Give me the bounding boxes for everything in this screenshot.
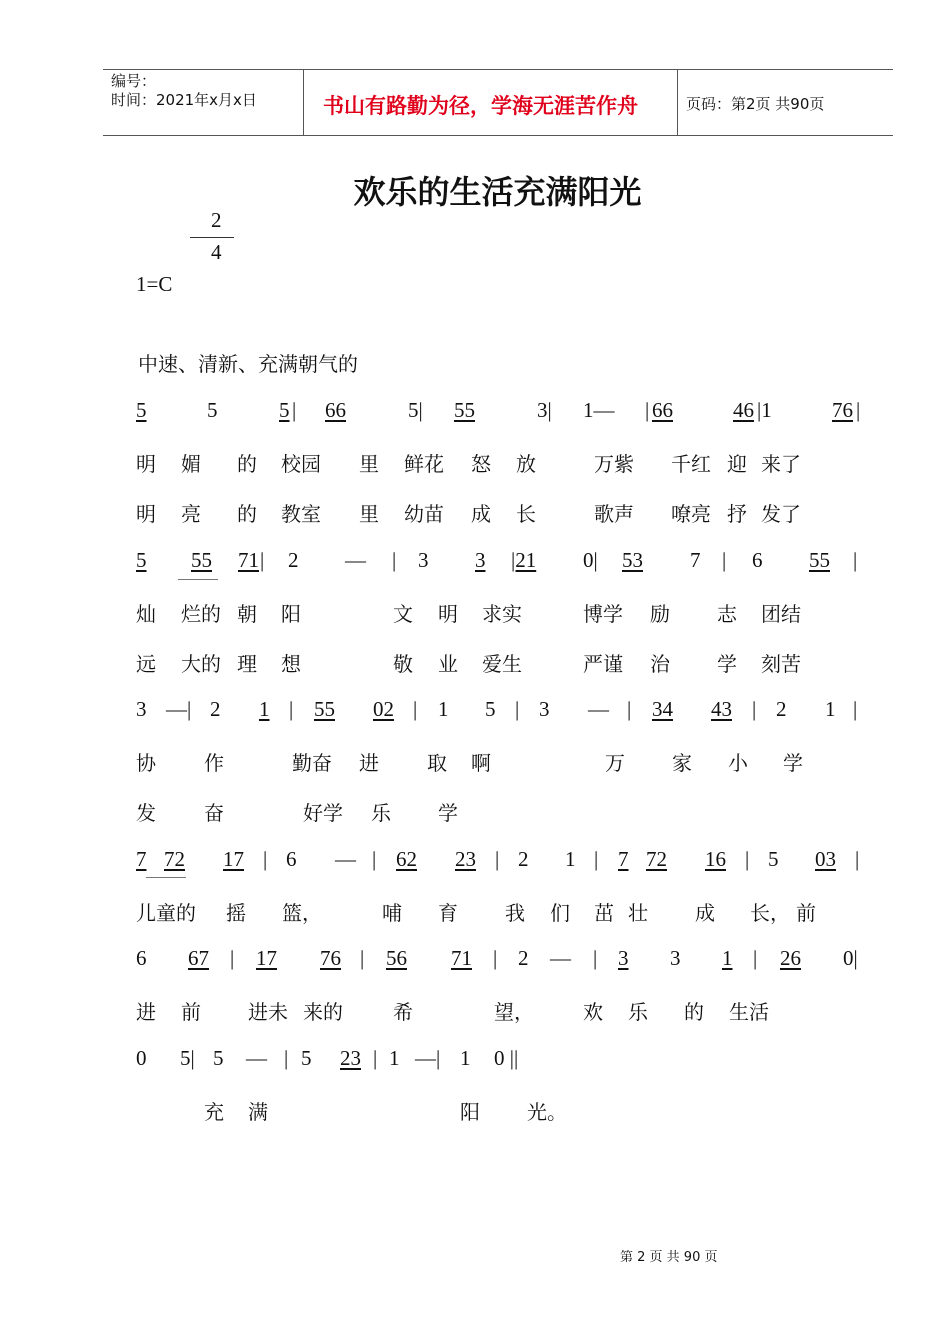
- lyric-token: 阳: [281, 602, 301, 626]
- note-token: 7: [690, 548, 701, 572]
- note-token: 66: [325, 398, 346, 422]
- note-token: 71: [238, 548, 259, 572]
- lyric-token: 烂的: [181, 602, 221, 626]
- note-token: 5: [207, 398, 218, 422]
- note-token: 1: [389, 1046, 400, 1070]
- note-token: 5: [136, 548, 147, 572]
- lyric-token: 抒: [727, 502, 747, 526]
- lyric-token: 家: [672, 751, 692, 775]
- note-token: |: [627, 697, 632, 721]
- lyric-token: 志: [717, 602, 737, 626]
- note-token: 1: [825, 697, 836, 721]
- note-token: 72: [646, 847, 667, 871]
- lyric-token: 篮，: [282, 901, 322, 925]
- note-token: |: [593, 946, 598, 970]
- note-token: |: [745, 847, 750, 871]
- lyric-token: 乐: [628, 1000, 648, 1024]
- note-token: 0: [136, 1046, 147, 1070]
- note-dash: [146, 877, 186, 878]
- note-token: 1: [565, 847, 576, 871]
- lyric-token: 求实: [482, 602, 522, 626]
- note-token: 1—: [583, 398, 615, 422]
- lyric-token: 充: [204, 1100, 224, 1124]
- lyric-token: 明: [136, 502, 156, 526]
- note-token: |: [360, 946, 365, 970]
- lyric-token: 励: [650, 602, 670, 626]
- note-token: 5: [768, 847, 779, 871]
- lyric-token: 远: [136, 652, 156, 676]
- lyric-token: 亮: [181, 502, 201, 526]
- note-token: 1: [722, 946, 733, 970]
- lyric-token: 学: [438, 801, 458, 825]
- note-token: |: [856, 398, 861, 422]
- lyric-token: 协: [136, 751, 156, 775]
- note-token: 3: [418, 548, 429, 572]
- note-token: 1: [259, 697, 270, 721]
- note-token: 7: [136, 847, 147, 871]
- note-token: |: [230, 946, 235, 970]
- lyric-token: 们: [550, 901, 570, 925]
- note-token: 55: [191, 548, 212, 572]
- note-token: 26: [780, 946, 801, 970]
- note-token: 5|: [408, 398, 423, 422]
- note-token: |: [392, 548, 397, 572]
- note-token: 43: [711, 697, 732, 721]
- note-token: 3|: [537, 398, 552, 422]
- lyric-token: 我: [505, 901, 525, 925]
- note-token: 34: [652, 697, 673, 721]
- lyric-token: 敬: [393, 652, 413, 676]
- note-token: |: [263, 847, 268, 871]
- lyric-token: 理: [237, 652, 257, 676]
- lyric-token: 严谨: [583, 652, 623, 676]
- doc-number-label: 编号：: [111, 72, 157, 90]
- note-token: 0 ||: [494, 1046, 519, 1070]
- note-token: |: [284, 1046, 289, 1070]
- note-token: |: [292, 398, 297, 422]
- lyric-token: 欢: [583, 1000, 603, 1024]
- lyric-token: 成: [695, 901, 715, 925]
- lyric-token: 明: [438, 602, 458, 626]
- note-token: 53: [622, 548, 643, 572]
- note-token: |: [855, 847, 860, 871]
- note-token: |: [645, 398, 650, 422]
- note-dash: [178, 579, 218, 580]
- note-token: |: [373, 1046, 378, 1070]
- note-token: 76: [832, 398, 853, 422]
- note-token: |: [722, 548, 727, 572]
- lyric-token: 成: [471, 502, 491, 526]
- note-token: 5: [301, 1046, 312, 1070]
- lyric-token: 歌声: [594, 502, 634, 526]
- lyric-token: 文: [393, 602, 413, 626]
- note-token: —: [588, 697, 609, 721]
- lyric-token: 摇: [226, 901, 246, 925]
- note-token: —: [335, 847, 356, 871]
- lyric-token: 想: [281, 652, 301, 676]
- lyric-token: 学: [783, 751, 803, 775]
- lyric-token: 灿: [136, 602, 156, 626]
- lyric-token: 进: [359, 751, 379, 775]
- lyric-token: 进: [136, 1000, 156, 1024]
- note-token: 55: [314, 697, 335, 721]
- tempo-marking: 中速、清新、充满朝气的: [138, 352, 358, 376]
- doc-time-label: 时间：2021年x月x日: [111, 91, 257, 109]
- note-token: —|: [166, 697, 192, 721]
- lyric-token: 团结: [761, 602, 801, 626]
- lyric-token: 业: [438, 652, 458, 676]
- note-token: |: [495, 847, 500, 871]
- page-title: 欢乐的生活充满阳光: [353, 173, 642, 211]
- note-token: 0|: [583, 548, 598, 572]
- lyric-token: 迎: [727, 452, 747, 476]
- lyric-token: 发: [136, 801, 156, 825]
- header-top-border: [103, 69, 893, 70]
- note-token: 16: [705, 847, 726, 871]
- lyric-token: 乐: [371, 801, 391, 825]
- note-token: |: [752, 697, 757, 721]
- note-token: 3: [475, 548, 486, 572]
- lyric-token: 千红: [671, 452, 711, 476]
- note-token: —: [550, 946, 571, 970]
- note-token: 23: [340, 1046, 361, 1070]
- lyric-token: 鲜花: [404, 452, 444, 476]
- note-token: 03: [815, 847, 836, 871]
- note-token: 2: [518, 847, 529, 871]
- lyric-token: 儿童的: [136, 901, 196, 925]
- note-token: 46: [733, 398, 754, 422]
- note-token: |1: [757, 398, 772, 422]
- note-token: |: [493, 946, 498, 970]
- note-token: 3: [618, 946, 629, 970]
- lyric-token: 发了: [761, 502, 801, 526]
- note-token: —: [246, 1046, 267, 1070]
- note-token: |: [413, 697, 418, 721]
- lyric-token: 作: [204, 751, 224, 775]
- lyric-token: 育: [438, 901, 458, 925]
- note-token: |: [753, 946, 758, 970]
- note-token: 6: [286, 847, 297, 871]
- lyric-token: 的: [237, 502, 257, 526]
- page-footer: 第 2 页 共 90 页: [620, 1250, 718, 1265]
- note-token: 67: [188, 946, 209, 970]
- lyric-token: 光。: [527, 1100, 567, 1124]
- lyric-token: 万紫: [594, 452, 634, 476]
- note-token: |: [853, 697, 858, 721]
- note-token: |: [515, 697, 520, 721]
- header-bottom-border: [103, 135, 893, 136]
- note-token: —: [345, 548, 366, 572]
- note-token: |: [289, 697, 294, 721]
- note-token: 0|: [843, 946, 858, 970]
- lyric-token: 前: [181, 1000, 201, 1024]
- lyric-token: 幼苗: [404, 502, 444, 526]
- lyric-token: 小: [728, 751, 748, 775]
- lyric-token: 进未: [248, 1000, 288, 1024]
- lyric-token: 奋: [204, 801, 224, 825]
- lyric-token: 长: [516, 502, 536, 526]
- lyric-token: 哺: [382, 901, 402, 925]
- lyric-token: 希: [393, 1000, 413, 1024]
- lyric-token: 学: [717, 652, 737, 676]
- lyric-token: 好学: [303, 801, 343, 825]
- note-token: 17: [223, 847, 244, 871]
- time-signature-bottom: 4: [211, 240, 222, 264]
- note-token: 5: [485, 697, 496, 721]
- lyric-token: 阳: [460, 1100, 480, 1124]
- lyric-token: 的: [684, 1000, 704, 1024]
- note-token: 1: [460, 1046, 471, 1070]
- note-token: 17: [256, 946, 277, 970]
- lyric-token: 里: [359, 502, 379, 526]
- header-page-info: 页码：第2页 共90页: [686, 95, 825, 113]
- note-token: |21: [511, 548, 537, 572]
- note-token: 5: [136, 398, 147, 422]
- time-signature-top: 2: [211, 208, 222, 232]
- lyric-token: 茁: [594, 901, 614, 925]
- note-token: 02: [373, 697, 394, 721]
- note-token: 71: [451, 946, 472, 970]
- lyric-token: 勤奋: [292, 751, 332, 775]
- note-token: 55: [809, 548, 830, 572]
- note-token: 66: [652, 398, 673, 422]
- note-token: 5: [213, 1046, 224, 1070]
- lyric-token: 满: [248, 1100, 268, 1124]
- lyric-token: 放: [516, 452, 536, 476]
- note-token: 3: [136, 697, 147, 721]
- note-token: 3: [539, 697, 550, 721]
- lyric-token: 媚: [181, 452, 201, 476]
- note-token: |: [853, 548, 858, 572]
- lyric-token: 取: [427, 751, 447, 775]
- lyric-token: 爱生: [482, 652, 522, 676]
- note-token: 3: [670, 946, 681, 970]
- lyric-token: 的: [237, 452, 257, 476]
- lyric-token: 来了: [761, 452, 801, 476]
- note-token: 2: [776, 697, 787, 721]
- note-token: 55: [454, 398, 475, 422]
- time-signature-bar: [190, 237, 234, 238]
- note-token: 2: [210, 697, 221, 721]
- lyric-token: 朝: [237, 602, 257, 626]
- lyric-token: 校园: [281, 452, 321, 476]
- note-token: 2: [288, 548, 299, 572]
- note-token: |: [260, 548, 265, 572]
- lyric-token: 博学: [583, 602, 623, 626]
- header-divider-1: [303, 69, 304, 136]
- lyric-token: 明: [136, 452, 156, 476]
- note-token: 76: [320, 946, 341, 970]
- note-token: 1: [438, 697, 449, 721]
- note-token: —|: [415, 1046, 441, 1070]
- lyric-token: 长，: [750, 901, 790, 925]
- note-token: 2: [518, 946, 529, 970]
- key-signature: 1=C: [136, 272, 173, 296]
- lyric-token: 里: [359, 452, 379, 476]
- lyric-token: 刻苦: [761, 652, 801, 676]
- note-token: 5|: [180, 1046, 195, 1070]
- lyric-token: 啊: [471, 751, 491, 775]
- lyric-token: 壮: [628, 901, 648, 925]
- note-token: 62: [396, 847, 417, 871]
- lyric-token: 生活: [729, 1000, 769, 1024]
- header-motto: 书山有路勤为径，学海无涯苦作舟: [323, 94, 638, 118]
- lyric-token: 望，: [494, 1000, 534, 1024]
- note-token: 72: [164, 847, 185, 871]
- lyric-token: 教室: [281, 502, 321, 526]
- note-token: 7: [618, 847, 629, 871]
- note-token: 56: [386, 946, 407, 970]
- note-token: 5: [279, 398, 290, 422]
- note-token: |: [594, 847, 599, 871]
- lyric-token: 嘹亮: [671, 502, 711, 526]
- lyric-token: 来的: [303, 1000, 343, 1024]
- note-token: 23: [455, 847, 476, 871]
- note-token: 6: [136, 946, 147, 970]
- header-divider-2: [677, 69, 678, 136]
- lyric-token: 怒: [471, 452, 491, 476]
- note-token: 6: [752, 548, 763, 572]
- lyric-token: 万: [605, 751, 625, 775]
- lyric-token: 前: [796, 901, 816, 925]
- lyric-token: 治: [650, 652, 670, 676]
- note-token: |: [372, 847, 377, 871]
- lyric-token: 大的: [181, 652, 221, 676]
